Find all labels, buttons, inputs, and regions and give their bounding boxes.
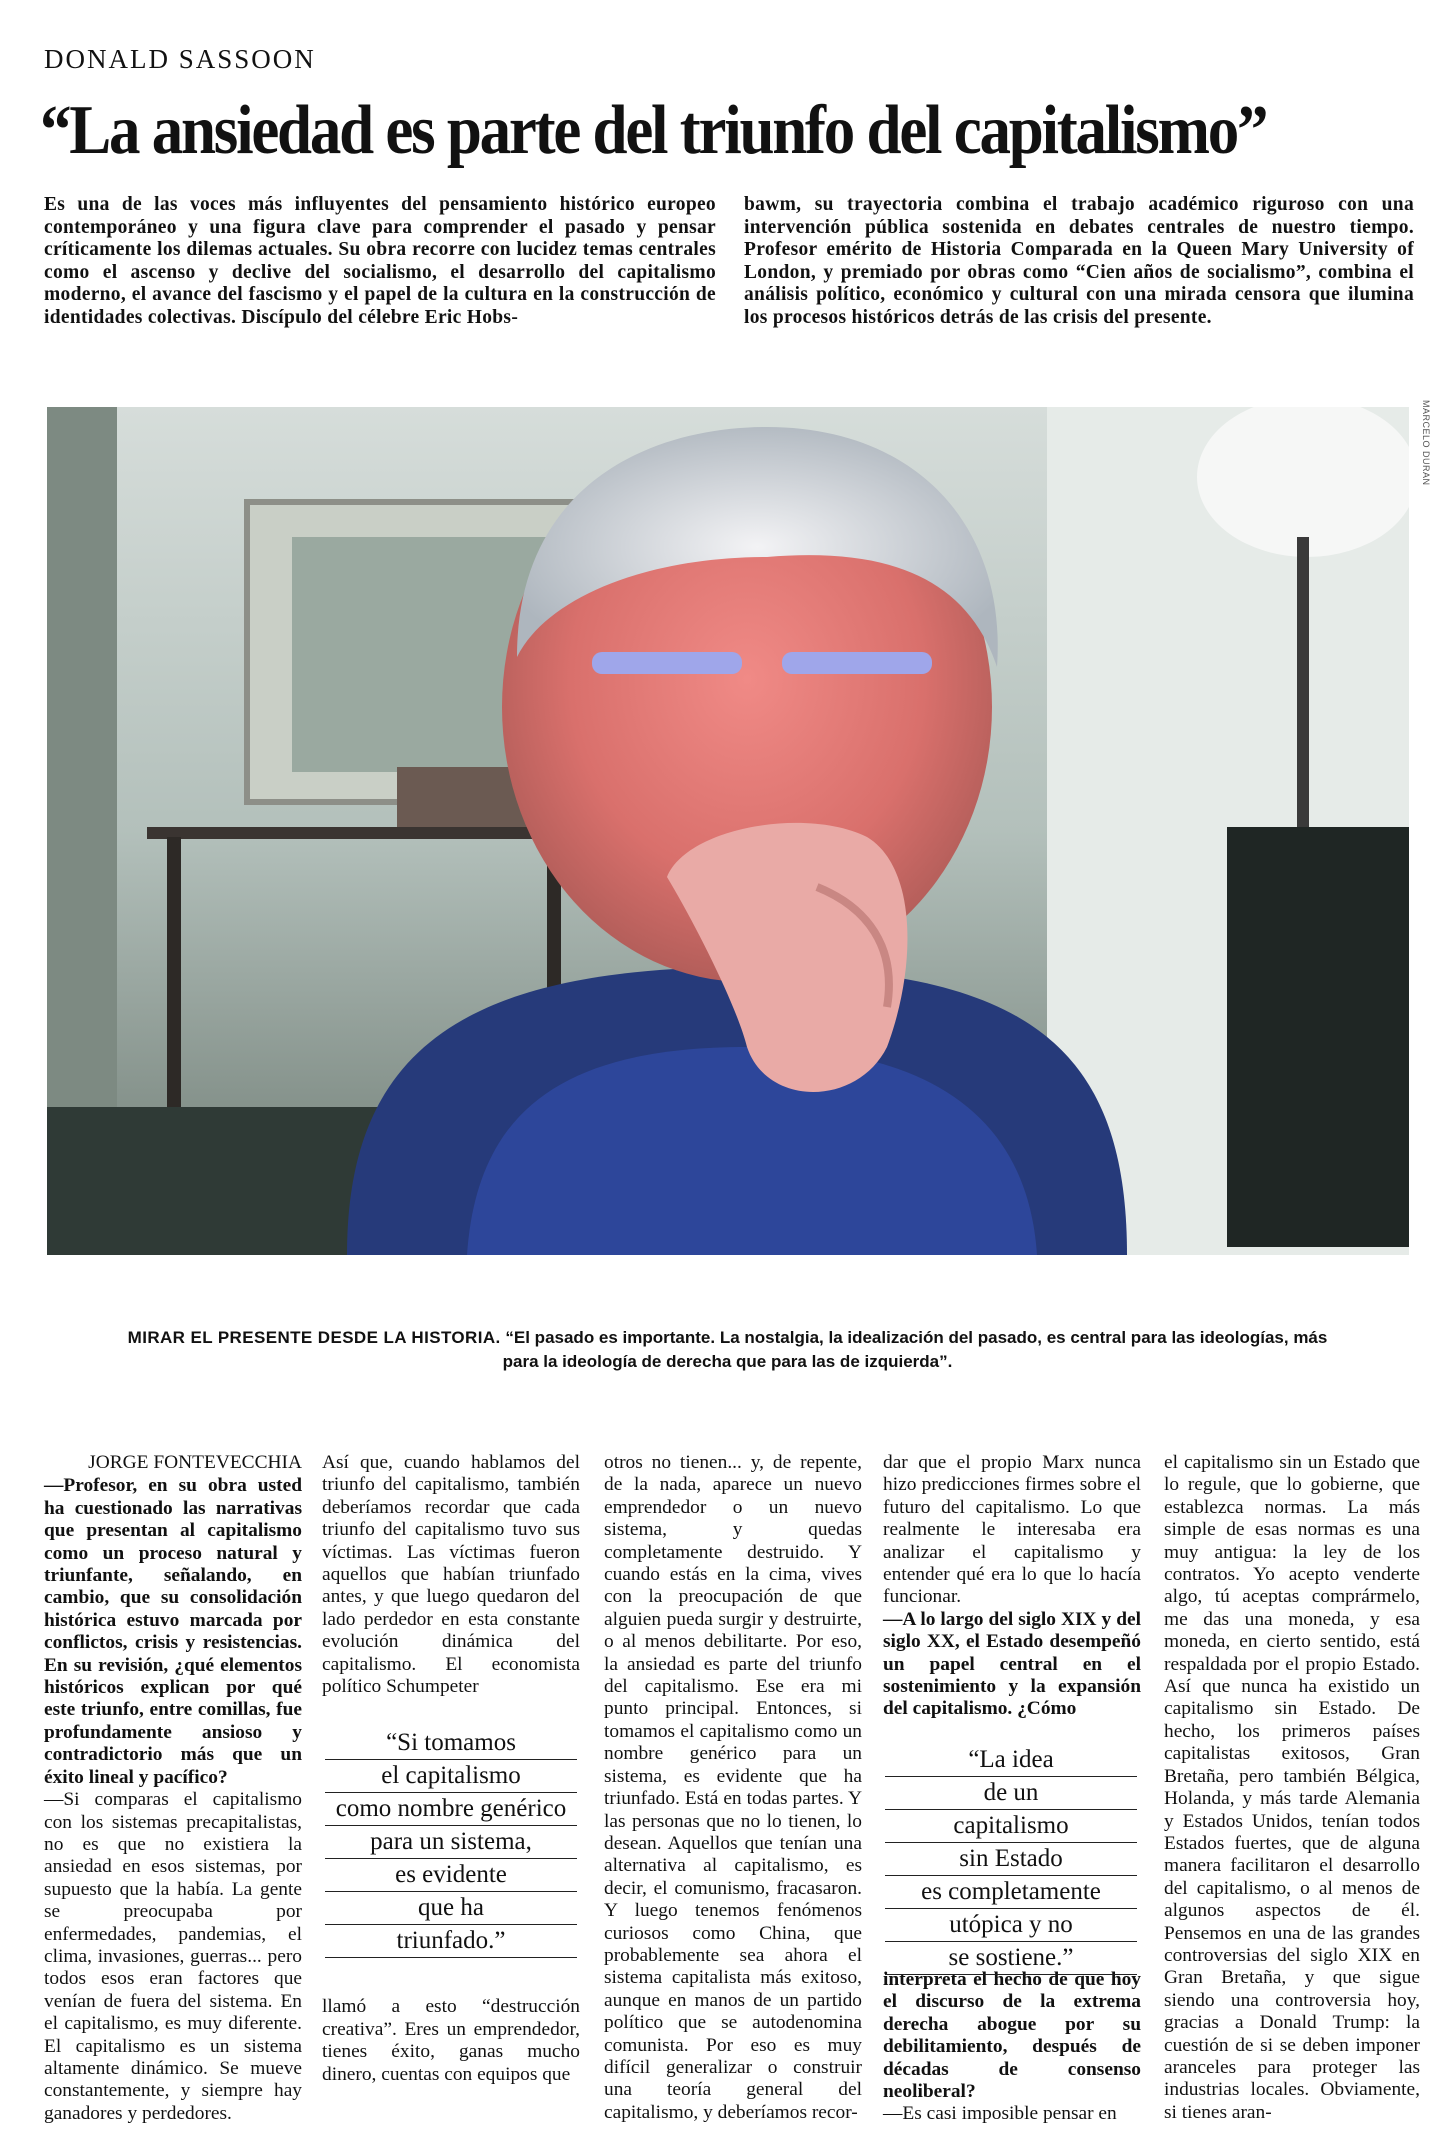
caption-text: “El pasado es importante. La nostalgia, la idealización del pasado, es central para las ideologías, más para la ideología de derecha que para las de izquierda”. bbox=[500, 1328, 1328, 1371]
photo-caption bbox=[110, 1326, 1345, 1374]
question-2-end: interpreta el hecho de que hoy el discurso de la extrema derecha abogue por su debilitamiento, después de décadas de consenso neoliberal? bbox=[883, 1968, 1141, 2102]
pull-quote-2-line: capitalismo bbox=[885, 1810, 1137, 1843]
column-2-bottom: llamó a esto “destrucción creativa”. Eres un emprendedor, tienes éxito, ganas mucho dinero, cuentas con equipos que bbox=[322, 1996, 580, 2085]
pull-quote-1-line: “Si tomamos bbox=[325, 1727, 577, 1760]
pull-quote-1-line: que ha bbox=[325, 1892, 577, 1925]
pull-quote-1-line: triunfado.” bbox=[325, 1925, 577, 1958]
pull-quote-2-line: se sostiene.” bbox=[885, 1942, 1137, 1975]
portrait-illustration bbox=[47, 407, 1409, 1255]
answer-1: —Si comparas el capitalismo con los sistemas precapitalistas, no es que no existiera la ansiedad en esos sistemas, por supuesto que la había. La gente se preocupaba por enfermedades, pandemias, el clima, invasiones, guerras... pero todos esos eran factores que venían de fuera del sistema. En el capitalismo, es muy diferente. El capitalismo es un sistema altamente dinámico. Se mueve constantemente, y siempre hay ganadores y perdedores. bbox=[44, 1789, 302, 2124]
intro-right: bawm, su trayectoria combina el trabajo académico riguroso con una intervención pública sostenida en debates centrales de nuestro tiempo. Profesor emérito de Historia Comparada en la Queen Mary University of London, y premiado por obras como “Cien años de socialismo”, combina el análisis político, económico y cultural con una mirada censora que ilumina los procesos históricos detrás de las crisis del presente. bbox=[744, 194, 1414, 328]
kicker: DONALD SASSOON bbox=[44, 44, 316, 74]
intro-left: Es una de las voces más influyentes del pensamiento histórico europeo contemporáneo y una figura clave para comprender el pasado y pensar críticamente los dilemas actuales. Su obra recorre con lucidez temas centrales como el ascenso y declive del socialismo, el desarrollo del capitalismo moderno, el avance del fascismo y el papel de la cultura en la construcción de identidades colectivas. Discípulo del célebre Eric Hobs- bbox=[44, 194, 716, 328]
pull-quote-2-line: “La idea bbox=[885, 1744, 1137, 1777]
pull-quote-1-line: el capitalismo bbox=[325, 1760, 577, 1793]
caption-lead: MIRAR EL PRESENTE DESDE LA HISTORIA. bbox=[127, 1328, 501, 1347]
column-5-text: el capitalismo sin un Estado que lo regule, que lo gobierne, que establezca normas. La más simple de esas normas es una muy antigua: la ley de los contratos. Yo acepto venderte algo, tú aceptas comprármelo, me das una moneda, y esa moneda, en cierto sentido, está respaldada por el propio Estado. Así que nunca ha existido un capitalismo sin Estado. De hecho, los primeros países capitalistas exitosos, Gran Bretaña, pero también Bélgica, Holanda, y más tarde Alemania y Estados Unidos, tenían todos Estados fuertes, que de alguna manera facilitaron el desarrollo del capitalismo, o al menos de algunos aspectos de él. Pensemos en una de las grandes controversias del siglo XIX en Gran Bretaña, y que sigue siendo una controversia hoy, gracias a Donald Trump: la cuestión de si se deben imponer aranceles para proteger las industrias locales. Obviamente, si tienes aran- bbox=[1164, 1452, 1420, 2123]
byline: JORGE FONTEVECCHIA bbox=[88, 1452, 302, 1473]
headline: “La ansiedad es parte del triunfo del capitalismo” bbox=[40, 92, 1267, 169]
pull-quote-1 bbox=[325, 1727, 577, 1958]
interview-photo bbox=[47, 407, 1409, 1255]
question-1: —Profesor, en su obra usted ha cuestionado las narrativas que presentan al capitalismo como un proceso natural y triunfante, señalando, en cambio, que su consolidación histórica estuvo marcada por conflictos, crisis y resistencias. En su revisión, ¿qué elementos históricos explican por qué este triunfo, entre comillas, fue profundamente ansioso y contradictorio más que un éxito lineal y pacífico? bbox=[44, 1475, 302, 1788]
pull-quote-2-line: utópica y no bbox=[885, 1909, 1137, 1942]
column-4-top: dar que el propio Marx nunca hizo predicciones firmes sobre el futuro del capitalismo. Lo que realmente le interesaba era analizar el capitalismo y entender qué era lo que lo hacía funcionar. bbox=[883, 1452, 1141, 1608]
answer-2-start: —Es casi imposible pensar en bbox=[883, 2103, 1117, 2125]
pull-quote-2-line: es completamente bbox=[885, 1876, 1137, 1909]
column-2-top: Así que, cuando hablamos del triunfo del capitalismo, también deberíamos recordar que cada triunfo del capitalismo tuvo sus víctimas. Las víctimas fueron aquellos que habían triunfado antes, y que luego quedaron del lado perdedor en esta constante evolución dinámica del capitalismo. El economista político Schumpeter bbox=[322, 1452, 580, 1698]
article-column-5 bbox=[1164, 1452, 1420, 2124]
pull-quote-1-line: es evidente bbox=[325, 1859, 577, 1892]
pull-quote-1-line: como nombre genérico bbox=[325, 1793, 577, 1826]
column-3-text: otros no tienen... y, de repente, de la nada, aparece un nuevo emprendedor o un nuevo sistema, y quedas completamente destruido. Y cuando estás en la cima, vives con la preocupación de que alguien pueda surgir y destruirte, o al menos debilitarte. Por eso, la ansiedad es parte del triunfo del capitalismo. Ese era mi punto principal. Entonces, si tomamos el capitalismo como un nombre genérico para un sistema, es evidente que ha triunfado. Está en todas partes. Y las personas que no lo tienen, lo desean. Aquellos que tenían una alternativa al capitalismo, es decir, el comunismo, fracasaron. Y luego tenemos fenómenos curiosos como China, que probablemente sea ahora el sistema capitalista más exitoso, aunque en manos de un partido político que se autodenomina comunista. Por eso es muy difícil generalizar o construir una teoría general del capitalismo, y deberíamos recor- bbox=[604, 1452, 862, 2123]
pull-quote-2-line: sin Estado bbox=[885, 1843, 1137, 1876]
article-column-3 bbox=[604, 1452, 862, 2124]
pull-quote-1-line: para un sistema, bbox=[325, 1826, 577, 1859]
photo-credit: MARCELO DURAN bbox=[1421, 400, 1431, 486]
pull-quote-2-line: de un bbox=[885, 1777, 1137, 1810]
question-2-start: —A lo largo del siglo XIX y del siglo XX, el Estado desempeñó un papel central en el sostenimiento y la expansión del capitalismo. ¿Cómo bbox=[883, 1608, 1141, 1720]
pull-quote-2 bbox=[885, 1744, 1137, 1975]
article-column-1 bbox=[44, 1452, 302, 2125]
